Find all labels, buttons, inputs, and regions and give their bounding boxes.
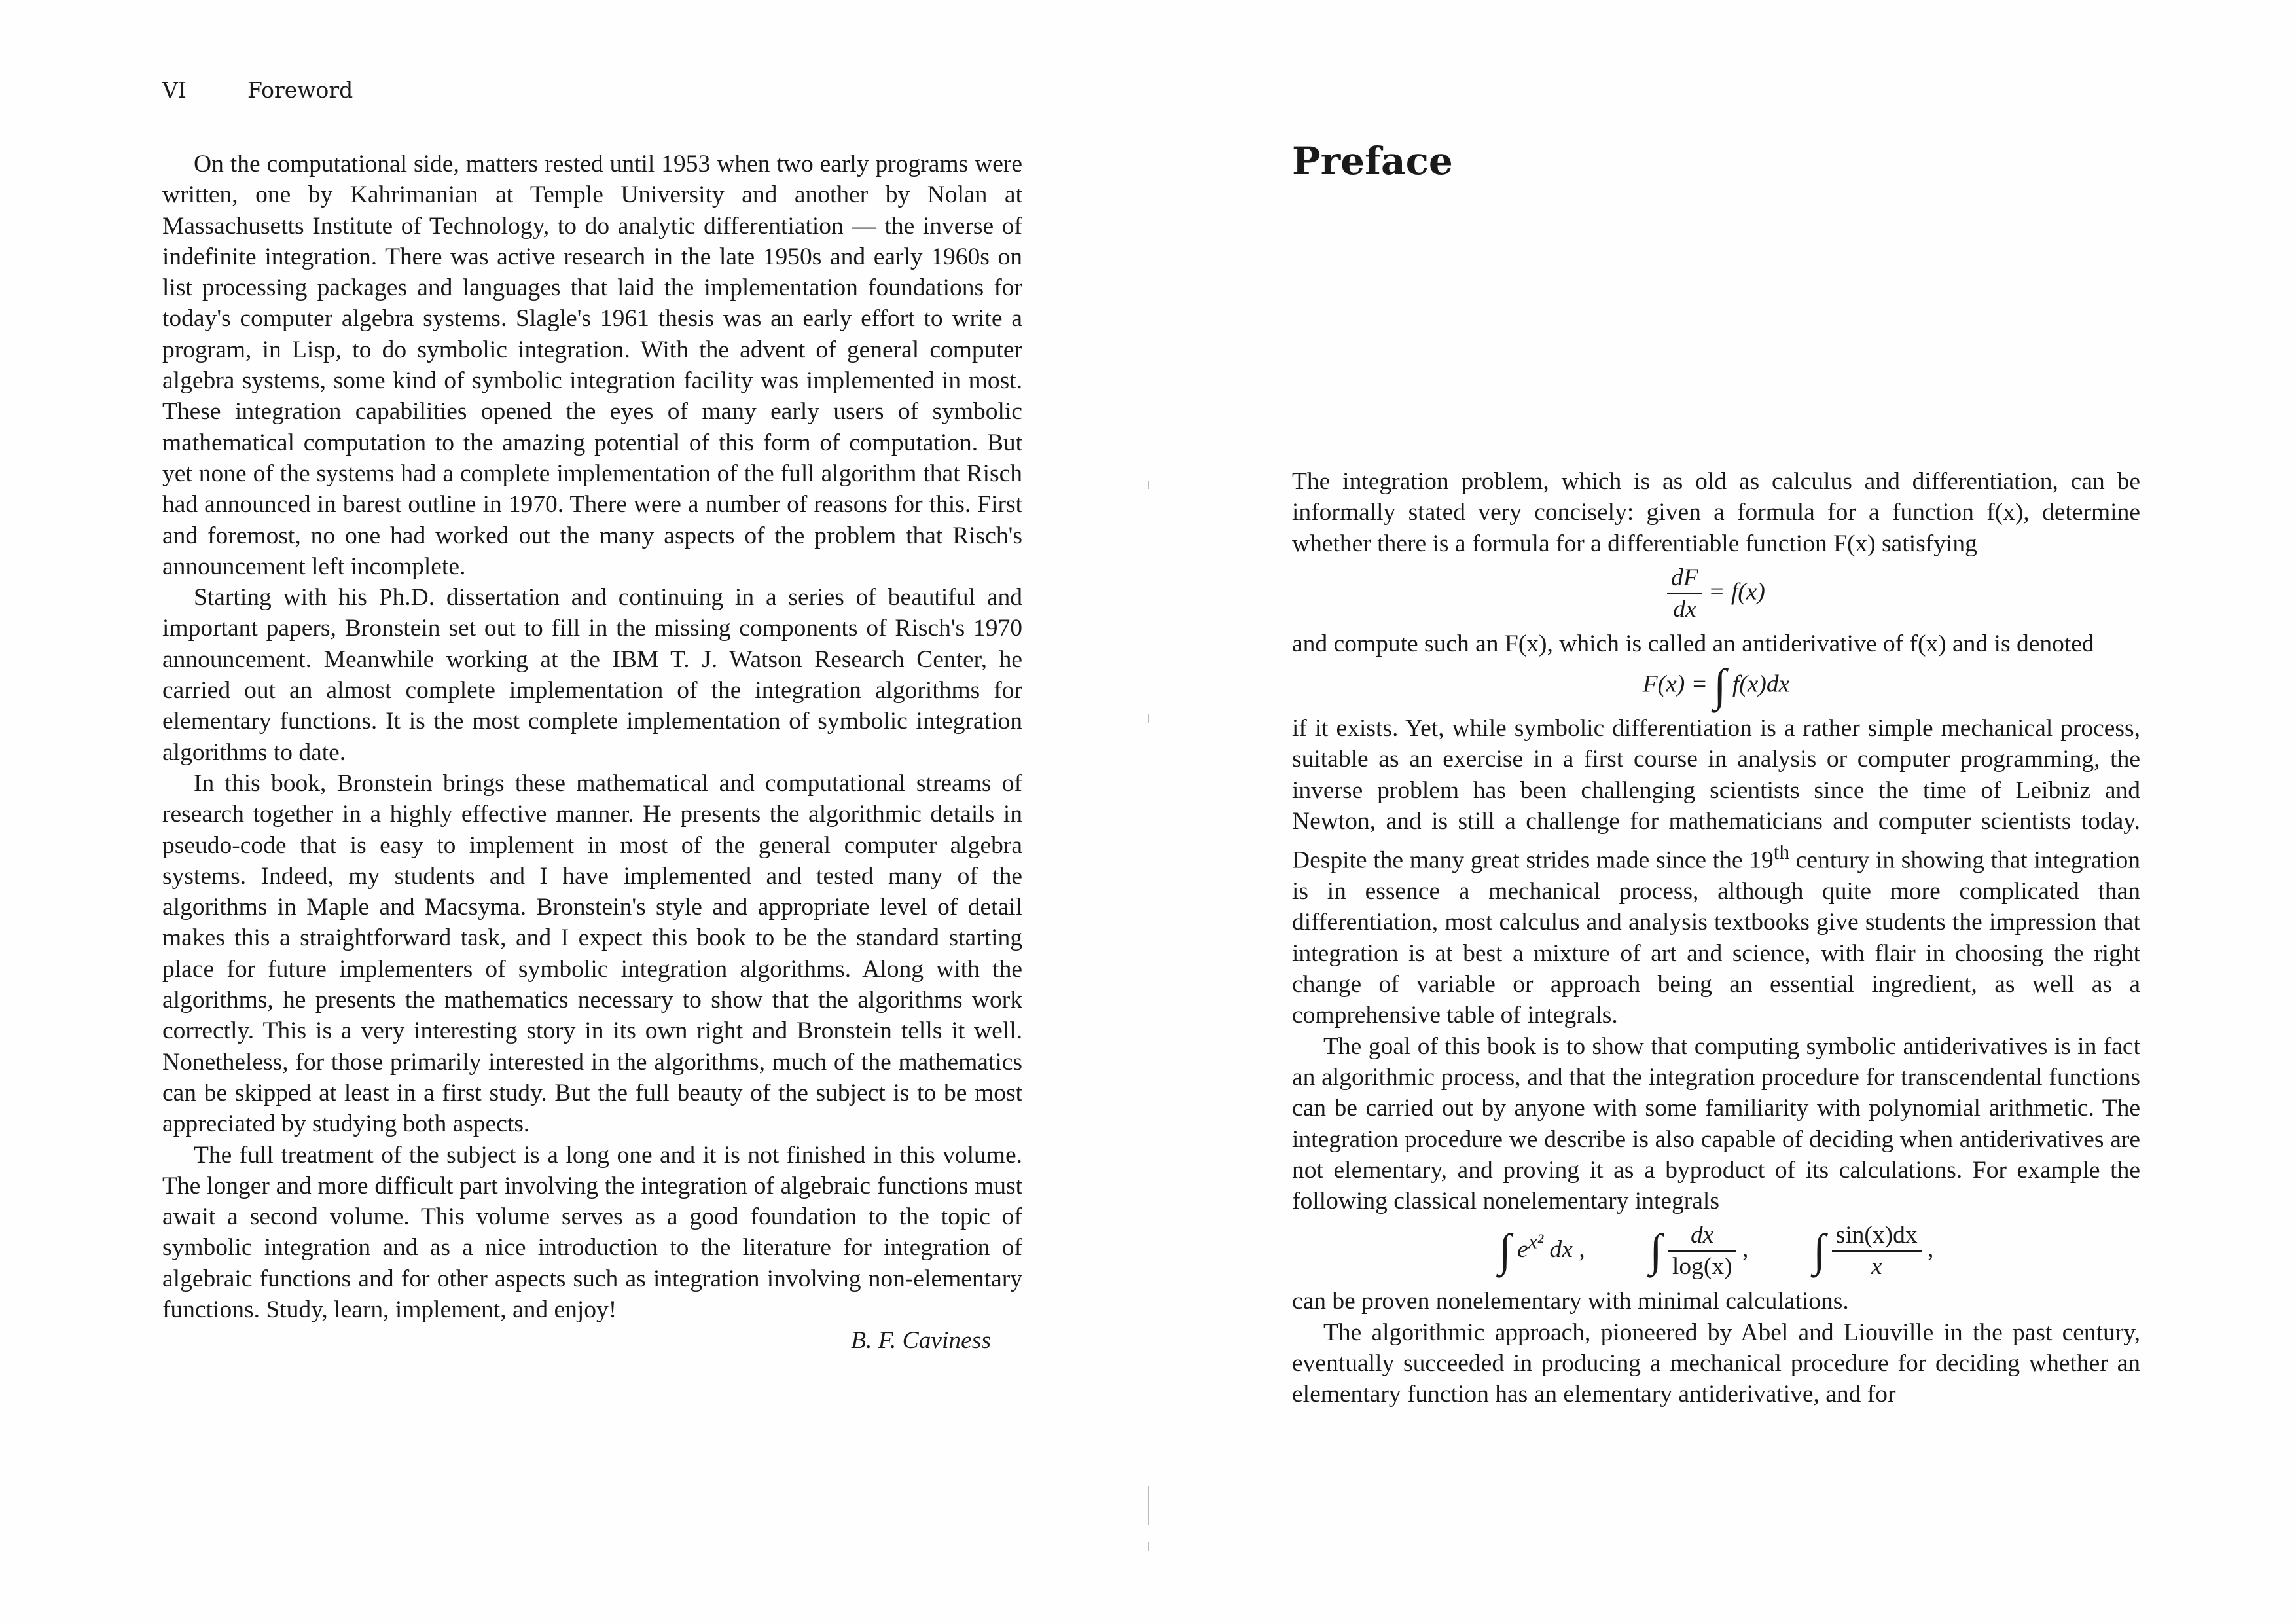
eq-numerator: dF <box>1667 563 1702 594</box>
integral-sign-icon: ∫ <box>1649 1226 1662 1277</box>
paragraph: The goal of this book is to show that computing symbolic antiderivatives is in fact an algorithmic process, and that the integration procedure for transcendental functions can be carried out by anyone with some familiarity with polynomial arithmetic. The integration procedure we describe is also capable of deciding when antiderivatives are not elementary, and proving it as a byproduct of its calculations. For example the following classical nonelementary integrals <box>1292 1032 2140 1215</box>
paragraph: The full treatment of the subject is a long one and it is not finished in this volume. The longer and more difficult part involving the integration of algebraic functions must await a second volume. This volume serves as a good foundation to the topic of symbolic integration and as a nice introduction to the literature for integration of algebraic functions and for other aspects such as integration involving non-elementary functions. Study, learn, implement, and enjoy! <box>162 1141 1022 1323</box>
superscript: th <box>1773 841 1790 864</box>
integrand-exp: $e^{x^2}$ dx , <box>1517 1230 1585 1264</box>
text: if it exists. Yet, while symbolic differentiation is a rather simple mechanical process, suitable as an exercise in a first course in analysis or computer programming, the inverse problem has been challenging scientists since the time of Leibniz and Newton, and is still a challenge for mathematicians and computer scientists today. Despite the many great strides made since the 19 <box>1292 715 2140 874</box>
eq-denominator: dx <box>1673 595 1696 623</box>
integral-sign-icon: ∫ <box>1813 1226 1826 1277</box>
integral-sign-icon: ∫ <box>1498 1226 1511 1277</box>
paragraph: The algorithmic approach, pioneered by Abel and Liouville in the past century, eventually succeeded in producing a mechanical procedure for deciding whether an elementary function has an elementary antiderivative, and for <box>1292 1319 2140 1408</box>
equation-derivative <box>1292 563 2140 625</box>
paragraph: The integration problem, which is as old as calculus and differentiation, can be informally stated very concisely: given a formula for a function f(x), determine whether there is a formula for a differentiable function F(x) satisfying <box>1292 468 2140 557</box>
equation-nonelementary-integrals: ∫ $e^{x^2}$ dx , ∫ $\frac{dx}{\log(x)}$ , ∫ $\frac{\sin(x)dx}{x}$ , <box>1292 1220 2140 1282</box>
paragraph: On the computational side, matters rested until 1953 when two early programs were written, one by Kahrimanian at Temple University and another by Nolan at Massachusetts Institute of Technology, to do analytic differentiation — the inverse of indefinite integration. There was active research in the late 1950s and early 1960s on list processing packages and languages that laid the implementation foundations for today's computer algebra systems. Slagle's 1961 thesis was an early effort to write a program, in Lisp, to do symbolic integration. With the advent of general computer algebra systems, some kind of symbolic integration facility was implemented in most. These integration capabilities opened the eyes of many early users of symbolic mathematical computation to the amazing potential of this form of computation. But yet none of the systems had a complete implementation of the full algorithm that Risch had announced in barest outline in 1970. There were a number of reasons for this. First and foremost, no one had worked out the many aspects of the problem that Risch's announcement left incomplete. <box>162 151 1022 580</box>
paragraph: In this book, Bronstein brings these mathematical and computational streams of research together in a highly effective manner. He presents the algorithmic details in pseudo-code that is easy to implement in most of the general computer algebra systems. Indeed, my students and I have implemented and tested many of the algorithms in Maple and Macsyma. Bronstein's style and appropriate level of detail makes this a straightforward task, and I expect this book to be the standard starting place for future implementers of symbolic integration algorithms. Along with the algorithms, he presents the mathematics necessary to show that the algorithms work correctly. This is a very interesting story in its own right and Bronstein tells it well. Nonetheless, for those primarily interested in the algorithms, much of the mathematics can be skipped at least in a first study. But the full beauty of the subject is to be most appreciated by studying both aspects. <box>162 769 1022 1138</box>
integral-sign-icon: ∫ <box>1713 661 1727 712</box>
text: century in showing that integration is in essence a mechanical process, although quite more complicated than differentiation, most calculus and analysis textbooks give students the impression that integration is at best a mixture of art and science, with flair in choosing the right change of variable or approach being an essential ingredient, as well as a comprehensive table of integrals. <box>1292 847 2141 1029</box>
eq-integrand: f(x)dx <box>1732 670 1790 698</box>
paragraph: and compute such an F(x), which is called an antiderivative of f(x) and is denoted <box>1292 630 2094 657</box>
paragraph <box>1292 713 2140 1030</box>
paragraph: Starting with his Ph.D. dissertation and continuing in a series of beautiful and important papers, Bronstein set out to fill in the missing components of Risch's 1970 announcement. Meanwhile working at the IBM T. J. Watson Research Center, he carried out an almost complete implementation of the integration algorithms for elementary functions. It is the most complete implementation of symbolic integration algorithms to date. <box>162 584 1022 766</box>
running-head <box>162 77 353 103</box>
page-number: VI <box>162 77 187 103</box>
foreword-body <box>162 149 1022 1357</box>
preface-body <box>1292 466 2140 1410</box>
eq-rhs: = f(x) <box>1708 578 1765 606</box>
page-title: Preface <box>1292 139 1453 183</box>
paragraph: can be proven nonelementary with minimal calculations. <box>1292 1288 1849 1315</box>
signature: B. F. Caviness <box>851 1327 991 1355</box>
equation-antiderivative <box>1292 661 2140 712</box>
right-page <box>1148 0 2296 1623</box>
integrand-log: $\frac{dx}{\log(x)}$ <box>1668 1220 1736 1282</box>
section-title: Foreword <box>247 77 353 103</box>
eq-lhs: F(x) = <box>1642 670 1708 698</box>
integrand-sin: $\frac{\sin(x)dx}{x}$ <box>1832 1220 1922 1282</box>
